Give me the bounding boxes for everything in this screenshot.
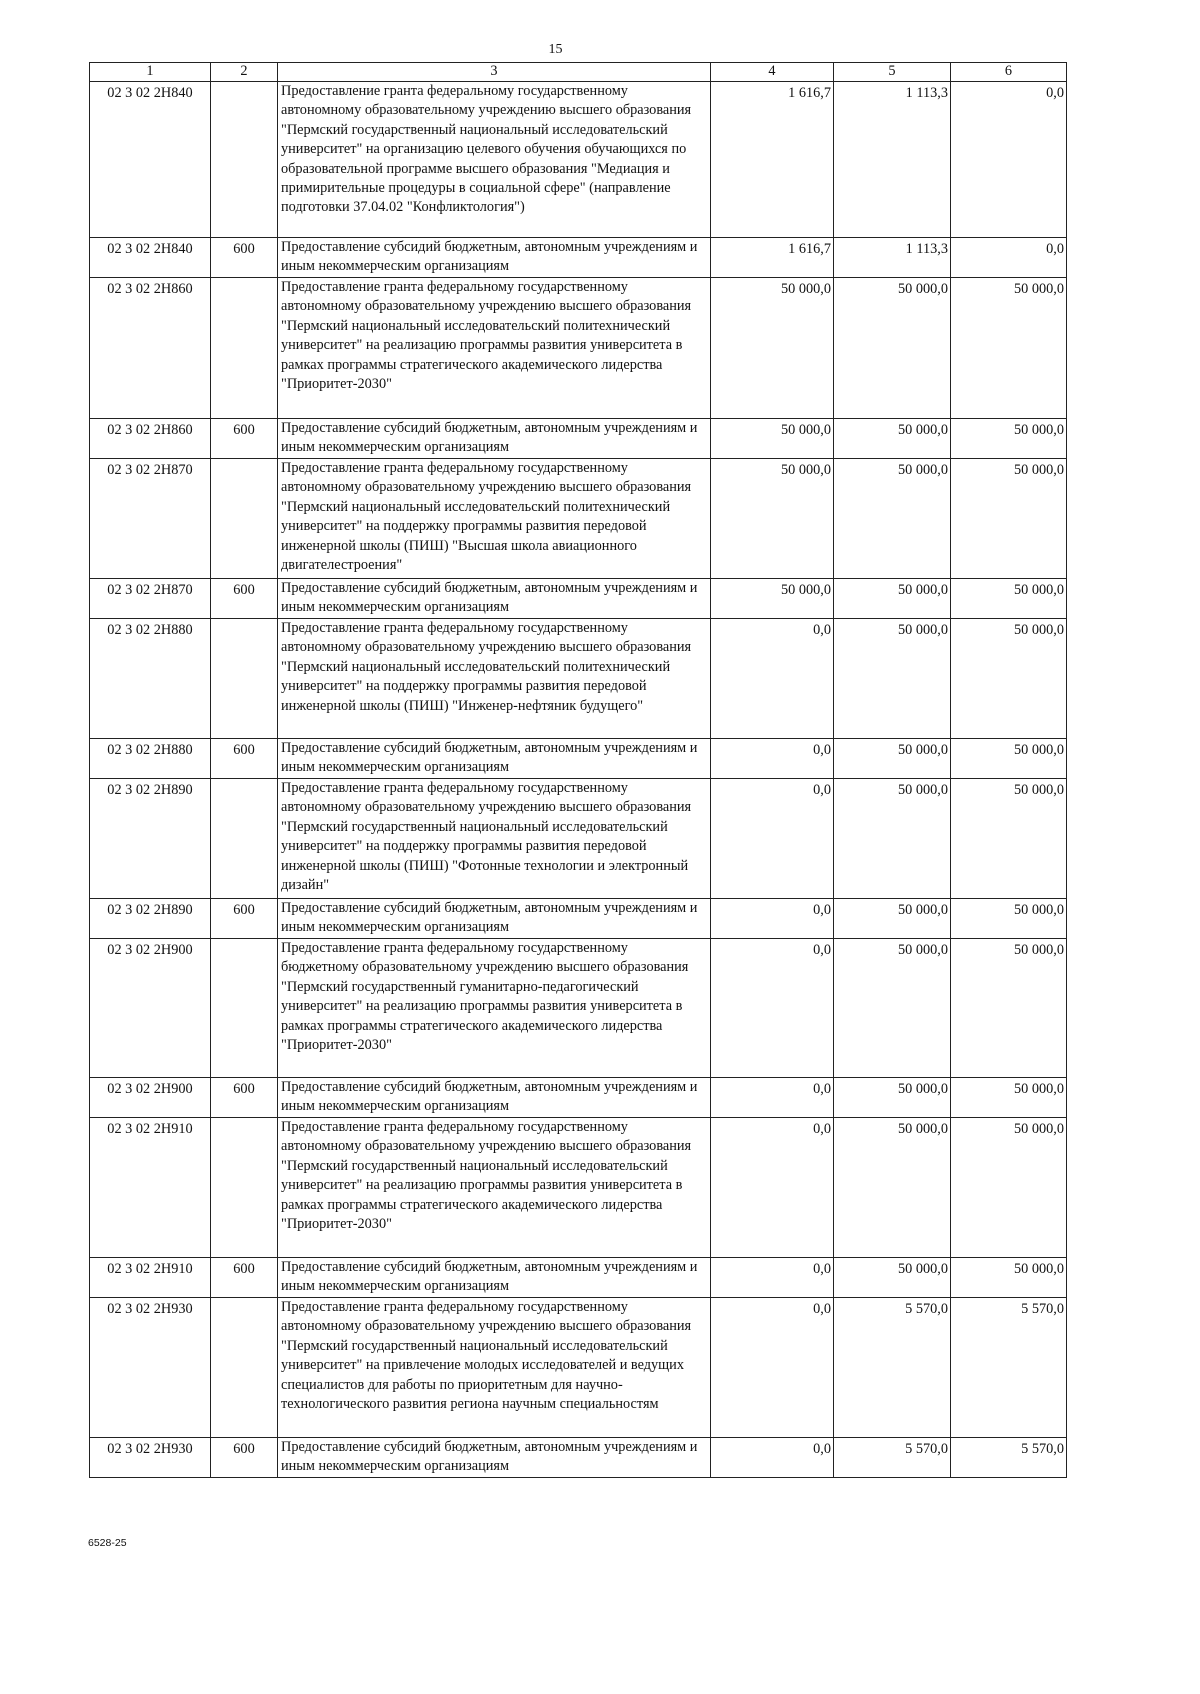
expense-type: 600 — [211, 1078, 278, 1118]
target-code: 02 3 02 2Н860 — [90, 419, 211, 459]
item-description: Предоставление субсидий бюджетным, автономным учреждениям и иным некоммерческим организациям — [278, 899, 711, 939]
amount-col-5: 50 000,0 — [834, 739, 951, 779]
amount-col-6: 50 000,0 — [951, 419, 1067, 459]
target-code: 02 3 02 2Н930 — [90, 1298, 211, 1438]
col-header-4: 4 — [711, 63, 834, 82]
expense-type: 600 — [211, 579, 278, 619]
amount-col-5: 5 570,0 — [834, 1438, 951, 1478]
item-description: Предоставление субсидий бюджетным, автономным учреждениям и иным некоммерческим организациям — [278, 1438, 711, 1478]
table-row — [90, 238, 1067, 278]
expense-type: 600 — [211, 1438, 278, 1478]
amount-col-4: 50 000,0 — [711, 459, 834, 579]
amount-col-6: 0,0 — [951, 238, 1067, 278]
amount-col-6: 50 000,0 — [951, 939, 1067, 1078]
target-code: 02 3 02 2Н840 — [90, 82, 211, 238]
amount-col-5: 50 000,0 — [834, 1118, 951, 1258]
target-code: 02 3 02 2Н910 — [90, 1258, 211, 1298]
amount-col-6: 50 000,0 — [951, 739, 1067, 779]
expense-type — [211, 459, 278, 579]
amount-col-5: 50 000,0 — [834, 1078, 951, 1118]
target-code: 02 3 02 2Н880 — [90, 739, 211, 779]
amount-col-4: 50 000,0 — [711, 278, 834, 419]
table-row — [90, 1258, 1067, 1298]
amount-col-4: 0,0 — [711, 1078, 834, 1118]
amount-col-5: 50 000,0 — [834, 899, 951, 939]
amount-col-4: 50 000,0 — [711, 579, 834, 619]
expense-type — [211, 619, 278, 739]
target-code: 02 3 02 2Н930 — [90, 1438, 211, 1478]
target-code: 02 3 02 2Н870 — [90, 579, 211, 619]
amount-col-5: 50 000,0 — [834, 939, 951, 1078]
expense-type: 600 — [211, 238, 278, 278]
table-row — [90, 939, 1067, 1078]
table-row — [90, 579, 1067, 619]
expense-type: 600 — [211, 1258, 278, 1298]
amount-col-6: 50 000,0 — [951, 619, 1067, 739]
column-number-row — [90, 63, 1067, 82]
target-code: 02 3 02 2Н900 — [90, 1078, 211, 1118]
amount-col-4: 0,0 — [711, 939, 834, 1078]
expense-type: 600 — [211, 419, 278, 459]
table-row — [90, 899, 1067, 939]
col-header-3: 3 — [278, 63, 711, 82]
target-code: 02 3 02 2Н890 — [90, 779, 211, 899]
amount-col-6: 50 000,0 — [951, 899, 1067, 939]
table-row — [90, 779, 1067, 899]
amount-col-5: 50 000,0 — [834, 1258, 951, 1298]
expense-type: 600 — [211, 899, 278, 939]
col-header-5: 5 — [834, 63, 951, 82]
amount-col-4: 0,0 — [711, 899, 834, 939]
item-description: Предоставление субсидий бюджетным, автономным учреждениям и иным некоммерческим организациям — [278, 1078, 711, 1118]
expense-type — [211, 939, 278, 1078]
amount-col-5: 1 113,3 — [834, 82, 951, 238]
target-code: 02 3 02 2Н890 — [90, 899, 211, 939]
item-description: Предоставление субсидий бюджетным, автономным учреждениям и иным некоммерческим организациям — [278, 739, 711, 779]
item-description: Предоставление гранта федеральному государственному автономному образовательному учреждению высшего образования "Пермский государственный национальный исследовательский университет" на привлечение молодых исследователей и ведущих специалистов для работы по приоритетным для научно-технологического развития региона научным специальностям — [278, 1298, 711, 1438]
table-row — [90, 419, 1067, 459]
document-code: 6528-25 — [88, 1537, 127, 1549]
item-description: Предоставление субсидий бюджетным, автономным учреждениям и иным некоммерческим организациям — [278, 238, 711, 278]
amount-col-5: 5 570,0 — [834, 1298, 951, 1438]
expense-type — [211, 1298, 278, 1438]
amount-col-4: 0,0 — [711, 1258, 834, 1298]
target-code: 02 3 02 2Н910 — [90, 1118, 211, 1258]
amount-col-5: 50 000,0 — [834, 278, 951, 419]
table-row — [90, 278, 1067, 419]
amount-col-4: 0,0 — [711, 739, 834, 779]
item-description: Предоставление гранта федеральному государственному автономному образовательному учреждению высшего образования "Пермский национальный исследовательский политехнический университет" на реализацию программы развития университета в рамках программы стратегического академического лидерства "Приоритет-2030" — [278, 278, 711, 419]
item-description: Предоставление гранта федеральному государственному автономному образовательному учреждению высшего образования "Пермский национальный исследовательский политехнический университет" на поддержку программы развития передовой инженерной школы (ПИШ) "Инженер-нефтяник будущего" — [278, 619, 711, 739]
amount-col-6: 50 000,0 — [951, 278, 1067, 419]
table-row — [90, 459, 1067, 579]
amount-col-5: 50 000,0 — [834, 419, 951, 459]
item-description: Предоставление субсидий бюджетным, автономным учреждениям и иным некоммерческим организациям — [278, 1258, 711, 1298]
amount-col-5: 50 000,0 — [834, 779, 951, 899]
amount-col-4: 1 616,7 — [711, 238, 834, 278]
expense-type — [211, 1118, 278, 1258]
table-row — [90, 82, 1067, 238]
amount-col-4: 0,0 — [711, 619, 834, 739]
table-row — [90, 739, 1067, 779]
item-description: Предоставление гранта федеральному государственному автономному образовательному учреждению высшего образования "Пермский государственный национальный исследовательский университет" на поддержку программы развития передовой инженерной школы (ПИШ) "Фотонные технологии и электронный дизайн" — [278, 779, 711, 899]
amount-col-6: 50 000,0 — [951, 579, 1067, 619]
table-row — [90, 619, 1067, 739]
target-code: 02 3 02 2Н860 — [90, 278, 211, 419]
col-header-1: 1 — [90, 63, 211, 82]
target-code: 02 3 02 2Н900 — [90, 939, 211, 1078]
amount-col-4: 0,0 — [711, 779, 834, 899]
target-code: 02 3 02 2Н870 — [90, 459, 211, 579]
amount-col-6: 50 000,0 — [951, 459, 1067, 579]
target-code: 02 3 02 2Н840 — [90, 238, 211, 278]
amount-col-4: 50 000,0 — [711, 419, 834, 459]
amount-col-6: 50 000,0 — [951, 779, 1067, 899]
amount-col-5: 50 000,0 — [834, 619, 951, 739]
col-header-2: 2 — [211, 63, 278, 82]
amount-col-5: 1 113,3 — [834, 238, 951, 278]
amount-col-6: 5 570,0 — [951, 1438, 1067, 1478]
item-description: Предоставление гранта федеральному государственному бюджетному образовательному учреждению высшего образования "Пермский государственный гуманитарно-педагогический университет" на реализацию программы развития университета в рамках программы стратегического академического лидерства "Приоритет-2030" — [278, 939, 711, 1078]
amount-col-6: 0,0 — [951, 82, 1067, 238]
amount-col-4: 0,0 — [711, 1118, 834, 1258]
amount-col-5: 50 000,0 — [834, 579, 951, 619]
table-row — [90, 1118, 1067, 1258]
table-row — [90, 1298, 1067, 1438]
table-row — [90, 1078, 1067, 1118]
amount-col-4: 0,0 — [711, 1438, 834, 1478]
amount-col-4: 1 616,7 — [711, 82, 834, 238]
amount-col-4: 0,0 — [711, 1298, 834, 1438]
item-description: Предоставление субсидий бюджетным, автономным учреждениям и иным некоммерческим организациям — [278, 579, 711, 619]
col-header-6: 6 — [951, 63, 1067, 82]
item-description: Предоставление субсидий бюджетным, автономным учреждениям и иным некоммерческим организациям — [278, 419, 711, 459]
amount-col-6: 50 000,0 — [951, 1118, 1067, 1258]
budget-table — [89, 62, 1067, 1478]
amount-col-5: 50 000,0 — [834, 459, 951, 579]
expense-type — [211, 779, 278, 899]
table-row — [90, 1438, 1067, 1478]
amount-col-6: 50 000,0 — [951, 1258, 1067, 1298]
item-description: Предоставление гранта федеральному государственному автономному образовательному учреждению высшего образования "Пермский национальный исследовательский политехнический университет" на поддержку программы развития передовой инженерной школы (ПИШ) "Высшая школа авиационного двигателестроения" — [278, 459, 711, 579]
item-description: Предоставление гранта федеральному государственному автономному образовательному учреждению высшего образования "Пермский государственный национальный исследовательский университет" на организацию целевого обучения обучающихся по образовательной программе высшего образования "Медиация и примирительные процедуры в социальной сфере" (направление подготовки 37.04.02 "Конфликтология") — [278, 82, 711, 238]
expense-type — [211, 278, 278, 419]
amount-col-6: 5 570,0 — [951, 1298, 1067, 1438]
expense-type: 600 — [211, 739, 278, 779]
item-description: Предоставление гранта федеральному государственному автономному образовательному учреждению высшего образования "Пермский государственный национальный исследовательский университет" на реализацию программы развития университета в рамках программы стратегического академического лидерства "Приоритет-2030" — [278, 1118, 711, 1258]
page-number: 15 — [548, 42, 563, 57]
amount-col-6: 50 000,0 — [951, 1078, 1067, 1118]
expense-type — [211, 82, 278, 238]
target-code: 02 3 02 2Н880 — [90, 619, 211, 739]
